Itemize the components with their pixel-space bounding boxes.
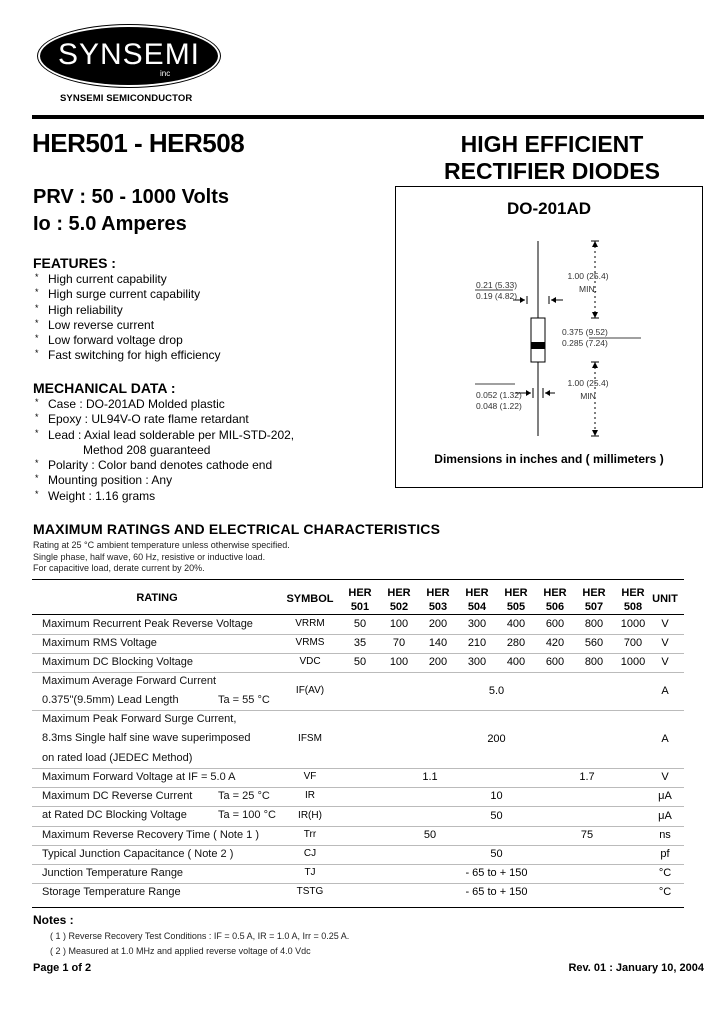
unit-cell: pf bbox=[660, 848, 670, 860]
symbol-cell: CJ bbox=[303, 848, 317, 859]
dim-value: MIN. bbox=[579, 284, 597, 294]
row-divider bbox=[32, 768, 684, 769]
value-cell: - 65 to + 150 bbox=[465, 886, 528, 898]
value-cell: 200 bbox=[428, 656, 448, 668]
logo-inc: inc bbox=[160, 69, 171, 78]
symbol-cell: IFSM bbox=[298, 732, 322, 744]
part-prefix: HER bbox=[387, 587, 411, 599]
diode-body bbox=[531, 318, 545, 362]
symbol-cell: IR(H) bbox=[298, 809, 322, 821]
feature-item: * Low forward voltage drop bbox=[33, 333, 221, 348]
row-divider bbox=[32, 634, 684, 635]
part-number: 505 bbox=[506, 601, 526, 613]
package-name: DO-201AD bbox=[506, 199, 592, 218]
symbol-cell: VRRM bbox=[295, 618, 325, 629]
row-divider bbox=[32, 845, 684, 846]
mechanical-heading: MECHANICAL DATA : bbox=[33, 380, 176, 396]
rating-condition: Ta = 100 °C bbox=[218, 809, 276, 822]
unit-cell: V bbox=[661, 618, 669, 630]
upper-lead-length-dim bbox=[565, 270, 611, 296]
rating-label: Maximum DC Reverse Current bbox=[42, 789, 193, 802]
value-cell: 1.1 bbox=[422, 771, 438, 783]
value-cell: 35 bbox=[353, 637, 367, 649]
features-list bbox=[33, 272, 221, 364]
lower-lead-length-dim bbox=[565, 377, 611, 403]
rating-label: Maximum Average Forward Current bbox=[42, 674, 217, 687]
value-cell: 10 bbox=[490, 790, 503, 802]
rating-label: 8.3ms Single half sine wave superimposed bbox=[42, 732, 251, 745]
rating-label: at Rated DC Blocking Voltage bbox=[42, 809, 187, 822]
cathode-band bbox=[531, 342, 545, 349]
symbol-cell: VF bbox=[303, 771, 317, 782]
value-cell: 100 bbox=[389, 618, 409, 630]
row-divider bbox=[32, 672, 684, 673]
header-rule bbox=[32, 115, 704, 119]
value-cell: 50 bbox=[490, 809, 503, 822]
package-drawing bbox=[395, 186, 703, 488]
row-divider bbox=[32, 787, 684, 788]
part-prefix: HER bbox=[504, 587, 528, 599]
value-cell: 800 bbox=[584, 618, 604, 630]
table-bottom-rule bbox=[32, 907, 684, 908]
symbol-cell: VRMS bbox=[295, 637, 325, 648]
rating-label: Maximum Reverse Recovery Time ( Note 1 ) bbox=[42, 828, 259, 841]
col-header-part bbox=[380, 586, 418, 614]
dim-value: 0.285 (7.24) bbox=[562, 338, 608, 348]
symbol-cell: VDC bbox=[299, 656, 321, 667]
rating-label: Maximum Peak Forward Surge Current, bbox=[42, 712, 237, 725]
value-cell: 560 bbox=[584, 637, 604, 649]
rating-label: on rated load (JEDEC Method) bbox=[42, 751, 193, 764]
condition-line: Single phase, half wave, 60 Hz, resistive or inductive load. bbox=[33, 551, 266, 562]
value-cell: 1.7 bbox=[579, 771, 595, 783]
part-prefix: HER bbox=[348, 587, 372, 599]
symbol-cell: TJ bbox=[304, 867, 316, 878]
col-header-part bbox=[458, 586, 496, 614]
col-header-unit: UNIT bbox=[652, 593, 678, 605]
unit-cell: V bbox=[661, 637, 669, 649]
body-length-dim bbox=[562, 327, 608, 349]
part-prefix: HER bbox=[543, 587, 567, 599]
value-cell: 800 bbox=[584, 656, 604, 668]
value-cell: 600 bbox=[545, 618, 565, 630]
revision-date: Rev. 01 : January 10, 2004 bbox=[568, 962, 704, 974]
col-header-part bbox=[614, 586, 652, 614]
part-title: HER501 - HER508 bbox=[32, 128, 245, 158]
col-header-part bbox=[341, 586, 379, 614]
feature-item: * High reliability bbox=[33, 303, 221, 318]
value-cell: 50 bbox=[353, 656, 367, 668]
description-line: RECTIFIER DIODES bbox=[444, 158, 660, 184]
rating-condition: Ta = 25 °C bbox=[218, 789, 270, 802]
mechanical-item-continuation: Method 208 guaranteed bbox=[83, 442, 211, 457]
io-spec: Io : 5.0 Amperes bbox=[33, 213, 187, 235]
note-item: ( 2 ) Measured at 1.0 MHz and applied reverse voltage of 4.0 Vdc bbox=[50, 946, 311, 956]
part-prefix: HER bbox=[426, 587, 450, 599]
value-cell: 420 bbox=[545, 637, 565, 649]
rating-label: Typical Junction Capacitance ( Note 2 ) bbox=[42, 847, 234, 860]
unit-cell: μA bbox=[658, 809, 672, 822]
part-prefix: HER bbox=[582, 587, 606, 599]
mechanical-item: * Mounting position : Any bbox=[33, 473, 294, 488]
unit-cell: V bbox=[661, 771, 669, 783]
part-number: 507 bbox=[584, 601, 604, 613]
unit-cell: ns bbox=[659, 829, 671, 841]
col-header-rating: RATING bbox=[136, 592, 178, 604]
table-header-rule bbox=[32, 614, 684, 615]
unit-cell: °C bbox=[658, 867, 672, 879]
row-divider bbox=[32, 710, 684, 711]
col-header-part bbox=[575, 586, 613, 614]
condition-line: Rating at 25 °C ambient temperature unless otherwise specified. bbox=[33, 540, 290, 550]
dim-value: 0.21 (5.33) bbox=[476, 280, 518, 290]
symbol-cell: TSTG bbox=[296, 886, 324, 897]
dimensions-caption: Dimensions in inches and ( millimeters ) bbox=[434, 452, 664, 466]
unit-cell: A bbox=[661, 732, 669, 745]
row-divider bbox=[32, 864, 684, 865]
part-number: 504 bbox=[467, 601, 487, 613]
dim-value: 0.375 (9.52) bbox=[562, 327, 608, 337]
value-cell: 700 bbox=[623, 637, 643, 649]
part-prefix: HER bbox=[465, 587, 489, 599]
prv-spec: PRV : 50 - 1000 Volts bbox=[33, 186, 230, 208]
unit-cell: μA bbox=[658, 790, 672, 802]
part-number: 506 bbox=[545, 601, 565, 613]
value-cell: 280 bbox=[506, 637, 526, 649]
feature-item: * High current capability bbox=[33, 272, 221, 287]
part-number: 503 bbox=[428, 601, 448, 613]
ratings-heading: MAXIMUM RATINGS AND ELECTRICAL CHARACTERISTICS bbox=[33, 521, 441, 537]
col-header-part bbox=[536, 586, 574, 614]
part-number: 501 bbox=[350, 601, 370, 613]
rating-label: Storage Temperature Range bbox=[42, 885, 181, 898]
row-divider bbox=[32, 653, 684, 654]
value-cell: 75 bbox=[580, 829, 594, 841]
mechanical-item: * Epoxy : UL94V-O rate flame retardant bbox=[33, 412, 294, 427]
dim-value: 1.00 (25.4) bbox=[567, 271, 609, 281]
dim-value: 0.19 (4.82) bbox=[476, 291, 518, 301]
part-number: 508 bbox=[623, 601, 643, 613]
rating-label: 0.375"(9.5mm) Lead Length bbox=[42, 694, 179, 706]
row-divider bbox=[32, 806, 684, 807]
feature-item: * Fast switching for high efficiency bbox=[33, 348, 221, 363]
rating-label: Maximum RMS Voltage bbox=[42, 636, 157, 649]
dim-value: MIN bbox=[580, 391, 596, 401]
part-prefix: HER bbox=[621, 587, 645, 599]
mechanical-item: * Weight : 1.16 grams bbox=[33, 489, 294, 504]
dim-value: 0.052 (1.32) bbox=[476, 390, 522, 400]
mechanical-item: * Polarity : Color band denotes cathode end bbox=[33, 458, 294, 473]
rating-condition: Ta = 55 °C bbox=[218, 694, 270, 706]
value-cell: - 65 to + 150 bbox=[465, 867, 528, 879]
value-cell: 50 bbox=[490, 848, 503, 860]
value-cell: 210 bbox=[467, 637, 487, 649]
value-cell: 50 bbox=[353, 618, 367, 630]
value-cell: 200 bbox=[487, 732, 506, 745]
ratings-conditions bbox=[33, 540, 290, 575]
features-heading: FEATURES : bbox=[33, 255, 116, 271]
dim-value: 1.00 (25.4) bbox=[567, 378, 609, 388]
row-divider bbox=[32, 883, 684, 884]
lead-diameter-dim bbox=[476, 280, 517, 302]
description-line: HIGH EFFICIENT bbox=[460, 131, 644, 157]
notes-heading: Notes : bbox=[33, 913, 74, 927]
unit-cell: °C bbox=[658, 886, 672, 898]
col-header-part bbox=[497, 586, 535, 614]
condition-line: For capacitive load, derate current by 20%. bbox=[33, 563, 205, 573]
value-cell: 50 bbox=[423, 829, 437, 841]
symbol-cell: IF(AV) bbox=[295, 684, 325, 696]
value-cell: 200 bbox=[428, 618, 448, 630]
table-top-rule bbox=[32, 579, 684, 580]
mechanical-item: * Case : DO-201AD Molded plastic bbox=[33, 397, 294, 412]
note-item: ( 1 ) Reverse Recovery Test Conditions : IF = 0.5 A, IR = 1.0 A, Irr = 0.25 A. bbox=[50, 931, 350, 941]
rating-label: Maximum Forward Voltage at IF = 5.0 A bbox=[42, 770, 236, 783]
symbol-cell: Trr bbox=[303, 829, 317, 840]
value-cell: 400 bbox=[506, 656, 526, 668]
unit-cell: A bbox=[661, 684, 669, 697]
value-cell: 300 bbox=[467, 618, 487, 630]
symbol-cell: IR bbox=[305, 790, 315, 801]
mechanical-item: * Lead : Axial lead solderable per MIL-STD-202, bbox=[33, 428, 294, 443]
mechanical-list bbox=[33, 397, 294, 504]
rating-label: Junction Temperature Range bbox=[42, 866, 184, 879]
value-cell: 600 bbox=[545, 656, 565, 668]
lead-wire-dim bbox=[476, 390, 522, 412]
value-cell: 400 bbox=[506, 618, 526, 630]
rating-label: Maximum Recurrent Peak Reverse Voltage bbox=[42, 617, 253, 630]
part-number: 502 bbox=[389, 601, 409, 613]
value-cell: 140 bbox=[428, 637, 448, 649]
value-cell: 300 bbox=[467, 656, 487, 668]
value-cell: 1000 bbox=[620, 656, 646, 668]
unit-cell: V bbox=[661, 656, 669, 668]
company-name: SYNSEMI SEMICONDUCTOR bbox=[60, 93, 193, 104]
device-description bbox=[392, 131, 712, 185]
page-number: Page 1 of 2 bbox=[33, 962, 92, 974]
rating-label: Maximum DC Blocking Voltage bbox=[42, 655, 194, 668]
value-cell: 1000 bbox=[620, 618, 646, 630]
row-divider bbox=[32, 826, 684, 827]
feature-item: * Low reverse current bbox=[33, 318, 221, 333]
value-cell: 70 bbox=[392, 637, 406, 649]
col-header-symbol: SYMBOL bbox=[286, 593, 334, 605]
feature-item: * High surge current capability bbox=[33, 287, 221, 302]
value-cell: 100 bbox=[389, 656, 409, 668]
logo-brand: SYNSEMI bbox=[57, 38, 201, 71]
value-cell: 5.0 bbox=[488, 684, 505, 697]
dim-value: 0.048 (1.22) bbox=[476, 401, 522, 411]
col-header-part bbox=[419, 586, 457, 614]
